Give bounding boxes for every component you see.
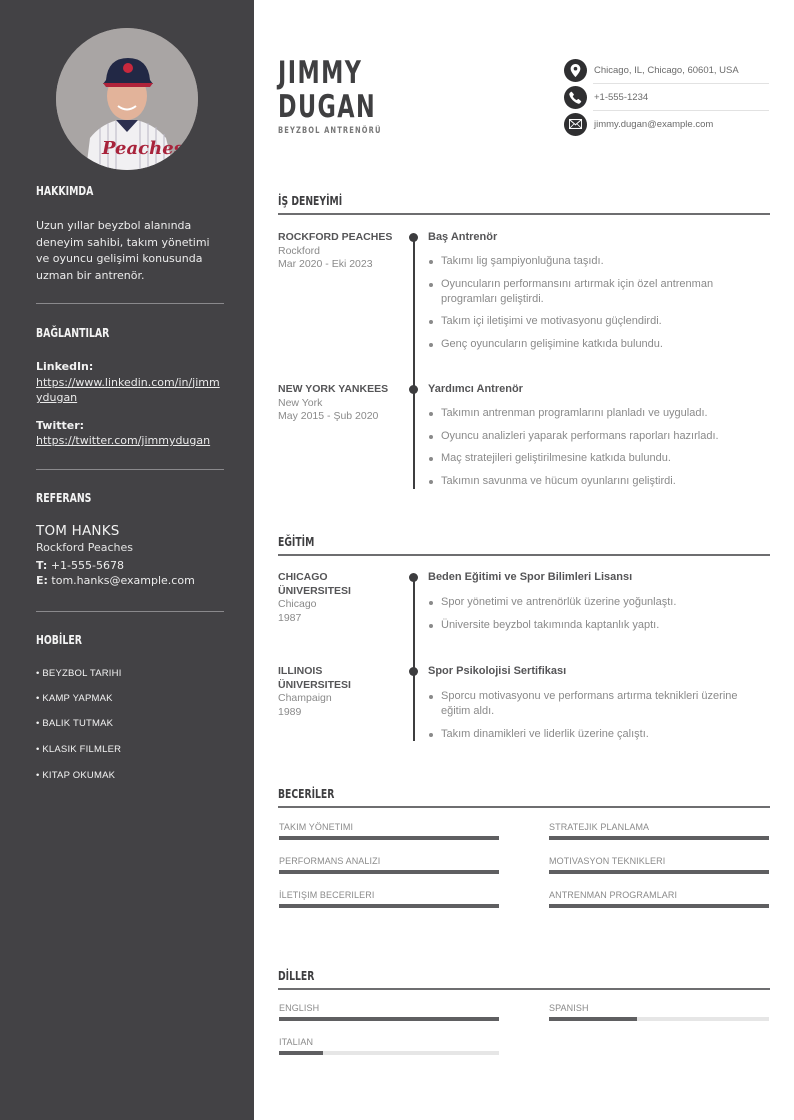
bullet-item: Takımın savunma ve hücum oyunlarını geliştirdi. [428,474,768,489]
position-title: Yardımcı Antrenör [428,383,523,395]
experience-org [278,383,398,424]
reference-email [36,573,226,588]
language-bar-track [279,1017,499,1021]
contact-divider [593,110,769,111]
hobby-item: • BEYZBOL TARIHI [36,668,122,679]
org-year: 1987 [278,611,302,624]
bullet-item: Genç oyuncuların gelişimine katkıda bulundu. [428,337,768,352]
experience-org [278,231,398,272]
timeline-dot [409,667,418,676]
org-name: CHICAGO ÜNIVERSITESI [278,571,351,597]
language-label: SPANISH [549,1003,589,1013]
education-heading: EĞİTİM [278,534,315,549]
location-pin-icon [564,59,587,82]
hobby-item: • KLASIK FILMLER [36,744,122,755]
degree-title: Beden Eğitimi ve Spor Bilimleri Lisansı [428,571,633,583]
language-bar-fill [279,1017,499,1021]
phone-icon [564,86,587,109]
timeline-line [413,577,415,741]
last-name: DUGAN [278,89,377,125]
skill-label: TAKIM YÖNETIMI [279,822,354,832]
email-label: E: [36,574,48,587]
hobbies-heading: HOBİLER [36,633,82,647]
reference-name: TOM HANKS [36,523,120,539]
org-dates: May 2015 - Şub 2020 [278,410,379,422]
bullet-item: Oyuncuların performansını artırmak için özel antrenman programları geliştirdi. [428,277,768,307]
education-org [278,571,388,625]
linkedin-link[interactable]: https://www.linkedin.com/in/jimmydugan [36,375,220,404]
timeline-line [413,237,415,489]
skill-label: PERFORMANS ANALIZI [279,856,381,866]
bullet-item: Maç stratejileri geliştirilmesine katkıda bulundu. [428,451,768,466]
section-divider [278,988,770,990]
address-text: Chicago, IL, Chicago, 60601, USA [594,64,739,76]
hobby-item: • BALIK TUTMAK [36,718,114,729]
experience-bullets [428,406,768,497]
skill-bar-fill [549,870,769,874]
bullet-item: Takım dinamikleri ve liderlik üzerine çalıştı. [428,727,768,742]
bullet-item: Spor yönetimi ve antrenörlük üzerine yoğunlaştı. [428,595,768,610]
education-bullets [428,595,768,640]
email-text: jimmy.dugan@example.com [594,118,714,130]
education-org [278,665,388,719]
bullet-item: Üniversite beyzbol takımında kaptanlık yaptı. [428,618,768,633]
section-divider [278,806,770,808]
language-bar-track [279,1051,499,1055]
contact-phone [564,85,770,109]
reference-email-value: tom.hanks@example.com [51,574,195,587]
skill-bar-fill [279,904,499,908]
sidebar [0,0,254,1120]
skill-bar-fill [549,836,769,840]
skill-bar-track [279,870,499,874]
svg-text:Peaches: Peaches [102,138,184,159]
language-bar-fill [279,1051,323,1055]
linkedin-label: LinkedIn: [36,360,94,373]
phone-text: +1-555-1234 [594,91,649,103]
section-divider [278,554,770,556]
skill-bar-track [279,836,499,840]
bullet-item: Takımı lig şampiyonluğuna taşıdı. [428,254,768,269]
org-location: Chicago [278,598,317,610]
bullet-item: Sporcu motivasyonu ve performans artırma teknikleri üzerine eğitim aldı. [428,689,768,719]
contact-address [564,58,770,82]
experience-heading: İŞ DENEYİMİ [278,193,343,208]
org-name: ROCKFORD PEACHES [278,231,393,243]
skill-bar-track [549,836,769,840]
contact-divider [593,83,769,84]
twitter-label: Twitter: [36,418,85,432]
skill-bar-track [549,904,769,908]
skill-label: ANTRENMAN PROGRAMLARI [549,890,678,900]
skill-bar-fill [549,904,769,908]
skills-heading: BECERİLER [278,786,335,801]
twitter-link[interactable]: https://twitter.com/jimmydugan [36,434,211,447]
reference-block [36,524,226,588]
hobby-item: • KITAP OKUMAK [36,770,116,781]
links-heading: BAĞLANTILAR [36,326,110,340]
language-bar-fill [549,1017,637,1021]
bullet-item: Takımın antrenman programlarını planladı ve uyguladı. [428,406,768,421]
language-label: ENGLISH [279,1003,320,1013]
language-bar-track [549,1017,769,1021]
profile-photo [56,28,198,170]
reference-org: Rockford Peaches [36,541,133,554]
profile-photo-image [56,28,198,170]
skill-bar-track [549,870,769,874]
timeline-dot [409,233,418,242]
position-title: Baş Antrenör [428,231,498,243]
sidebar-divider [36,469,224,470]
reference-phone-value: +1-555-5678 [50,559,124,572]
reference-phone [36,558,226,573]
org-location: New York [278,396,323,409]
org-location: Champaign [278,692,332,704]
skill-label: İLETIŞIM BECERILERI [279,890,375,900]
timeline-dot [409,385,418,394]
envelope-icon [564,113,587,136]
org-year: 1989 [278,705,302,718]
languages-heading: DİLLER [278,968,315,983]
sidebar-divider [36,303,224,304]
skill-bar-fill [279,836,499,840]
org-name: ILLINOIS ÜNIVERSITESI [278,665,351,691]
about-heading: HAKKIMDA [36,184,94,198]
org-name: NEW YORK YANKEES [278,383,389,395]
skill-bar-fill [279,870,499,874]
job-title: BEYZBOL ANTRENÖRÜ [278,126,382,136]
degree-title: Spor Psikolojisi Sertifikası [428,665,567,677]
timeline-dot [409,573,418,582]
about-text: Uzun yıllar beyzbol alanında deneyim sahibi, takım yönetimi ve oyuncu gelişimi konusunda uzman bir antrenör. [36,219,210,282]
education-bullets [428,689,768,749]
skill-label: STRATEJIK PLANLAMA [549,822,650,832]
bullet-item: Takım içi iletişimi ve motivasyonu güçlendirdi. [428,314,768,329]
bullet-item: Oyuncu analizleri yaparak performans raporları hazırladı. [428,429,768,444]
reference-heading: REFERANS [36,491,92,505]
language-label: ITALIAN [279,1037,314,1047]
skill-label: MOTIVASYON TEKNIKLERI [549,856,666,866]
contact-email [564,112,770,136]
first-name: JIMMY [278,55,363,91]
experience-bullets [428,254,768,360]
org-location: Rockford [278,244,321,257]
phone-label: T: [36,559,48,572]
hobby-item: • KAMP YAPMAK [36,693,113,704]
org-dates: Mar 2020 - Eki 2023 [278,258,373,270]
links-list [36,359,226,449]
skill-bar-track [279,904,499,908]
sidebar-divider [36,611,224,612]
section-divider [278,213,770,215]
